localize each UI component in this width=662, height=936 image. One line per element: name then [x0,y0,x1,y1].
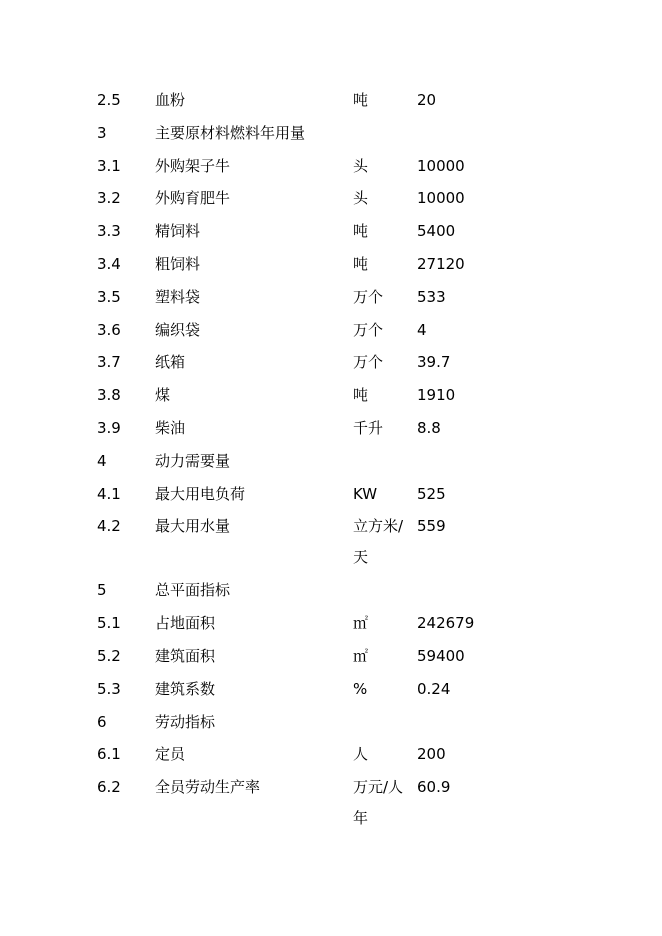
row-number: 3.1 [97,156,121,175]
row-unit: 吨 [353,254,369,273]
row-number: 5.3 [97,679,121,698]
row-value: 59400 [417,646,465,665]
row-number: 3.8 [97,386,121,405]
row-unit: 头 [353,189,369,208]
row-name: 建筑系数 [155,679,216,698]
row-number: 3 [97,123,107,142]
row-number: 4.1 [97,484,121,503]
row-unit: 人 [353,745,369,764]
row-unit: 立方米/天 [353,517,404,567]
row-value: 559 [417,517,446,536]
row-name: 柴油 [155,418,186,437]
row-name: 建筑面积 [155,646,216,665]
table-row [97,347,567,380]
section-row [97,707,567,740]
row-unit: ㎡ [353,614,369,633]
row-unit: 万个 [353,353,384,372]
table-row [97,413,567,446]
row-number: 4.2 [97,517,121,536]
row-number: 3.4 [97,254,121,273]
row-number: 4 [97,451,107,470]
row-name: 动力需要量 [155,451,231,470]
table-row [97,608,567,641]
section-row [97,446,567,479]
row-unit: 吨 [353,91,369,109]
row-name: 占地面积 [155,614,216,633]
row-name: 定员 [155,745,186,764]
row-value: 10000 [417,156,465,175]
row-name: 全员劳动生产率 [155,778,261,797]
row-value: 10000 [417,189,465,208]
row-name: 编织袋 [155,320,201,339]
row-value: 8.8 [417,418,441,437]
table-row [97,380,567,413]
row-number: 3.9 [97,418,121,437]
table-row [97,641,567,674]
table-row [97,216,567,249]
table-row [97,151,567,184]
row-name: 劳动指标 [155,712,216,731]
section-row [97,575,567,608]
row-name: 纸箱 [155,353,186,372]
table-row [97,315,567,348]
row-number: 6.2 [97,778,121,797]
row-number: 5.2 [97,646,121,665]
row-unit: 吨 [353,386,369,405]
row-number: 3.3 [97,222,121,241]
section-row [97,118,567,151]
row-unit: ㎡ [353,646,369,665]
indicator-table [97,85,567,836]
row-unit: 头 [353,156,369,175]
row-value: 0.24 [417,679,451,698]
row-number: 3.5 [97,287,121,306]
row-unit: KW [353,484,378,503]
row-unit: 千升 [353,418,384,437]
row-number: 5.1 [97,614,121,633]
table-row [97,739,567,772]
row-name: 精饲料 [155,222,201,241]
row-value: 533 [417,287,446,306]
row-unit: 万个 [353,287,384,306]
row-name: 总平面指标 [155,581,231,600]
row-value: 200 [417,745,446,764]
row-value: 5400 [417,222,456,241]
row-number: 3.7 [97,353,121,372]
row-value: 525 [417,484,446,503]
row-unit: 万个 [353,320,384,339]
table-row [97,85,567,118]
row-name: 最大用电负荷 [155,484,246,503]
row-name: 煤 [155,386,171,405]
row-number: 3.6 [97,320,121,339]
row-name: 主要原材料燃料年用量 [155,123,306,142]
row-value: 4 [417,320,427,339]
row-unit: % [353,679,368,698]
row-name: 血粉 [155,91,186,109]
row-name: 粗饲料 [155,254,201,273]
row-name: 外购架子牛 [155,156,231,175]
row-number: 5 [97,581,107,600]
row-name: 最大用水量 [155,517,231,536]
row-name: 塑料袋 [155,287,201,306]
row-name: 外购育肥牛 [155,189,231,208]
row-number: 6.1 [97,745,121,764]
table-row [97,772,567,836]
table-row [97,479,567,512]
row-unit: 吨 [353,222,369,241]
table-row [97,674,567,707]
row-number: 6 [97,712,107,731]
row-value: 1910 [417,386,456,405]
row-value: 242679 [417,614,475,633]
row-value: 20 [417,91,437,109]
table-row [97,282,567,315]
row-value: 60.9 [417,778,451,797]
row-unit: 万元/人年 [353,778,404,828]
table-row [97,511,567,575]
table-row [97,249,567,282]
table-row [97,183,567,216]
row-number: 3.2 [97,189,121,208]
row-number: 2.5 [97,91,121,109]
row-value: 39.7 [417,353,451,372]
row-value: 27120 [417,254,465,273]
